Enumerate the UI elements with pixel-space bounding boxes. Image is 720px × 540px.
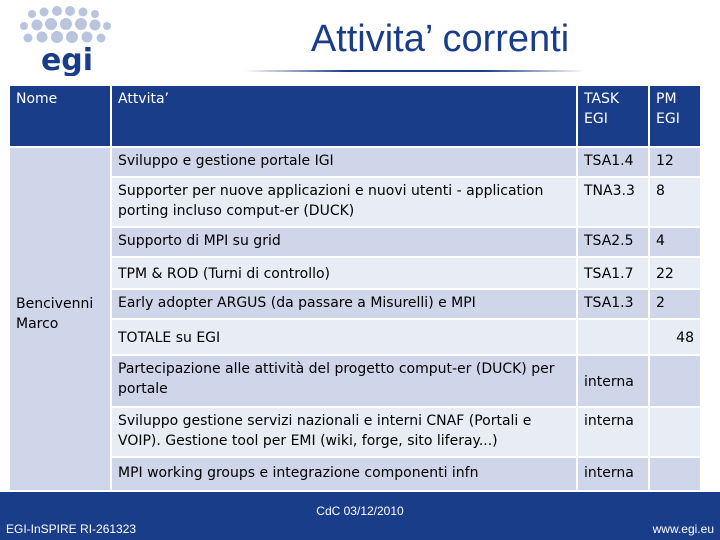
row-task: TSA1.4 (578, 148, 648, 176)
row-activity: Supporter per nuove applicazioni e nuovi utenti - application porting incluso comput-er (DUCK) (112, 178, 576, 226)
footer-date: CdC 03/12/2010 (316, 504, 404, 518)
row-activity: MPI working groups e integrazione componenti infn (112, 458, 576, 490)
row-task: interna (578, 356, 648, 406)
footer-project-id: EGI-InSPIRE RI-261323 (6, 522, 137, 536)
header-activity: Attvita’ (112, 86, 576, 146)
row-task: interna (578, 408, 648, 456)
person-name: Bencivenni Marco (10, 148, 110, 490)
row-activity: Supporto di MPI su grid (112, 228, 576, 256)
total-label: TOTALE su EGI (112, 320, 576, 354)
row-task: TNA3.3 (578, 178, 648, 226)
row-pm: 4 (650, 228, 700, 256)
total-task (578, 320, 648, 354)
footer-bar (0, 492, 720, 540)
row-activity: Sviluppo gestione servizi nazionali e interni CNAF (Portali e VOIP). Gestione tool per EMI (wiki, forge, sito liferay...) (112, 408, 576, 456)
row-activity: TPM & ROD (Turni di controllo) (112, 258, 576, 288)
activities-table (10, 86, 700, 490)
header-name: Nome (10, 86, 110, 146)
row-pm: 8 (650, 178, 700, 226)
row-activity: Early adopter ARGUS (da passare a Misurelli) e MPI (112, 290, 576, 318)
row-pm (650, 458, 700, 490)
row-task: TSA1.3 (578, 290, 648, 318)
footer-website-link[interactable]: www.egi.eu (652, 522, 714, 536)
row-pm: 12 (650, 148, 700, 176)
row-task: TSA1.7 (578, 258, 648, 288)
svg-text:egi: egi (40, 43, 94, 76)
row-task: TSA2.5 (578, 228, 648, 256)
row-activity: Partecipazione alle attività del progetto comput-er (DUCK) per portale (112, 356, 576, 406)
row-pm: 22 (650, 258, 700, 288)
row-pm: 2 (650, 290, 700, 318)
row-pm (650, 408, 700, 456)
header-task: TASK EGI (578, 86, 648, 146)
row-pm (650, 356, 700, 406)
egi-logo (14, 6, 120, 76)
total-pm: 48 (650, 320, 700, 354)
row-task: interna (578, 458, 648, 490)
row-activity: Sviluppo e gestione portale IGI (112, 148, 576, 176)
slide-title: Attivita’ correnti (310, 18, 570, 60)
title-underline (245, 70, 585, 72)
header-pm: PM EGI (650, 86, 700, 146)
